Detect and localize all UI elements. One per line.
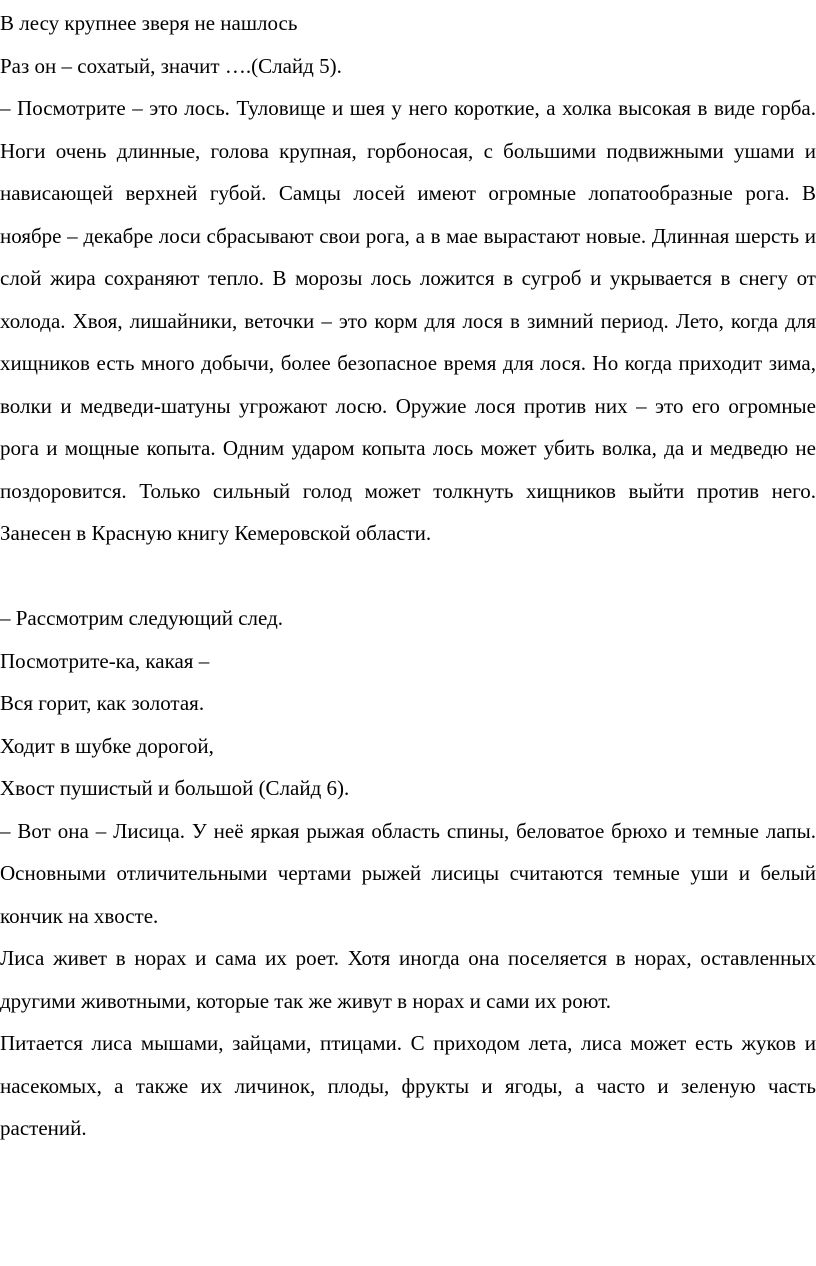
fox-paragraph: Питается лиса мышами, зайцами, птицами. С приходом лета, лиса может есть жуков и насекомых, а также их личинок, плоды, фрукты и ягоды, а часто и зеленую часть растений. xyxy=(0,1031,816,1140)
fox-paragraph: – Вот она – Лисица. У неё яркая рыжая область спины, беловатое брюхо и темные лапы. Основными отличительными чертами рыжей лисицы считаются темные уши и белый кончик на хвосте. xyxy=(0,818,816,928)
poem-line: Посмотрите-ка, какая – xyxy=(0,648,210,673)
poem-line: Хвост пушистый и большой (Слайд 6). xyxy=(0,776,350,800)
poem-line: Ходит в шубке дорогой, xyxy=(0,733,214,758)
poem-line: В лесу крупнее зверя не нашлось xyxy=(0,11,298,35)
blank-line xyxy=(0,555,816,598)
poem-line: Раз он – сохатый, значит ….(Слайд 5). xyxy=(0,53,342,78)
poem-line: Вся горит, как золотая. xyxy=(0,691,205,715)
fox-paragraph: Лиса живет в норах и сама их роет. Хотя иногда она поселяется в норах, оставленных другими животными, которые так же живут в норах и сами их роют. xyxy=(0,946,816,1013)
moose-paragraph: – Посмотрите – это лось. Туловище и шея у него короткие, а холка высокая в виде горба. Ноги очень длинные, голова крупная, горбоносая, с большими подвижными ушами и нависающей верхней губой. Самцы лосей имеют огромные лопатообразные рога. В ноябре – декабре лоси сбрасывают свои рога, а в мае вырастают новые. Длинная шерсть и слой жира сохраняют тепло. В морозы лось ложится в сугроб и укрывается в снегу от холода. Хвоя, лишайники, веточки – это корм для лося в зимний период. Лето, когда для хищников есть много добычи, более безопасное время для лося. Но когда приходит зима, волки и медведи-шатуны угрожают лосю. Оружие лося против них – это его огромные рога и мощные копыта. Одним ударом копыта лось может убить волка, да и медведю не поздоровится. Только сильный голод может толкнуть хищников выйти против него. Занесен в Красную книгу Кемеровской области. xyxy=(0,96,816,545)
poem-line: – Рассмотрим следующий след. xyxy=(0,606,284,630)
